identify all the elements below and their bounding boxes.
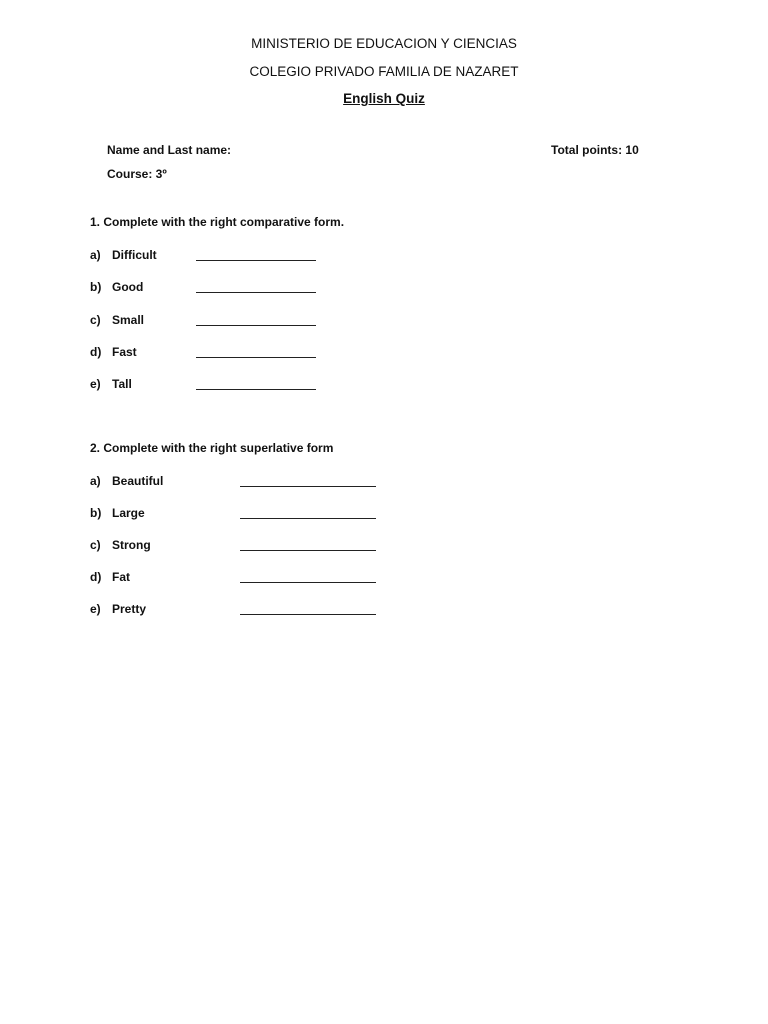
- ministry-heading: MINISTERIO DE EDUCACION Y CIENCIAS: [251, 36, 517, 51]
- answer-blank: [240, 582, 376, 583]
- item-word: Pretty: [112, 602, 147, 616]
- item-letter: e): [90, 602, 101, 616]
- total-points: Total points: 10: [551, 143, 639, 157]
- item-letter: a): [90, 474, 101, 488]
- item-word: Beautiful: [112, 474, 164, 488]
- item-letter: b): [90, 280, 102, 294]
- section1-heading: 1. Complete with the right comparative form.: [90, 215, 345, 229]
- item-word: Small: [112, 313, 145, 327]
- answer-blank: [196, 325, 316, 326]
- quiz-title-wrap: [0, 91, 768, 106]
- item-word: Difficult: [112, 248, 157, 262]
- item-word: Good: [112, 280, 144, 294]
- name-label: Name and Last name:: [107, 143, 232, 157]
- item-word: Fast: [112, 345, 137, 359]
- item-letter: a): [90, 248, 101, 262]
- answer-blank: [196, 357, 316, 358]
- answer-blank: [196, 260, 316, 261]
- item-letter: c): [90, 538, 101, 552]
- item-word: Fat: [112, 570, 130, 584]
- item-word: Tall: [112, 377, 132, 391]
- item-word: Strong: [112, 538, 151, 552]
- course-label: Course: 3º: [107, 167, 167, 181]
- section2-heading: 2. Complete with the right superlative form: [90, 441, 334, 455]
- answer-blank: [196, 292, 316, 293]
- school-heading: COLEGIO PRIVADO FAMILIA DE NAZARET: [249, 64, 519, 79]
- answer-blank: [196, 389, 316, 390]
- item-word: Large: [112, 506, 145, 520]
- item-letter: d): [90, 345, 102, 359]
- item-letter: e): [90, 377, 101, 391]
- item-letter: d): [90, 570, 102, 584]
- item-letter: b): [90, 506, 102, 520]
- quiz-title: English Quiz: [343, 91, 425, 106]
- answer-blank: [240, 486, 376, 487]
- answer-blank: [240, 614, 376, 615]
- item-letter: c): [90, 313, 101, 327]
- answer-blank: [240, 550, 376, 551]
- answer-blank: [240, 518, 376, 519]
